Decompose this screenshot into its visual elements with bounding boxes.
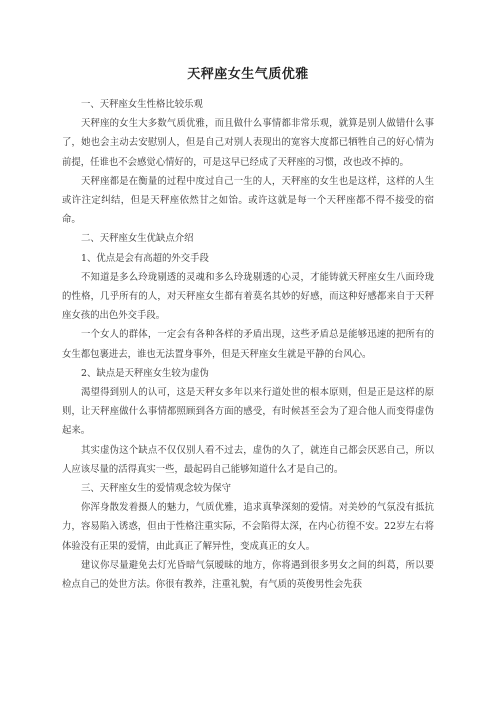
paragraph-4: 一个女人的群体，一定会有各种各样的矛盾出现，这些矛盾总是能够迅速的把所有的女生都包裹进去，谁也无法置身事外，但是天秤座女生就是平静的台风心。: [62, 329, 434, 360]
section-heading-3: 三、天秤座女生的爱情观念较为保守: [81, 483, 232, 495]
subheading-disadvantage: 2、缺点是天秤座女生较为虚伪: [81, 367, 209, 379]
paragraph-7: 你浑身散发着摄人的魅力，气质优雅，追求真挚深刻的爱情。对美妙的气氛没有抵抗力，容易陷入诱惑，但由于性格注重实际，不会陷得太深，在内心彷徨不安。22岁左右将体验没有正果的爱情，由此真正了解异性，变成真正的女人。: [62, 502, 434, 552]
subheading-advantage: 1、优点是会有高超的外交手段: [81, 252, 209, 264]
paragraph-8: 建议你尽量避免去灯光昏暗气氛暧昧的地方，你将遇到很多男女之间的纠葛，所以要检点自己的处世方法。你很有教养，注重礼貌，有气质的英俊男性会先获: [62, 559, 434, 591]
document-title: 天秤座女生气质优雅: [187, 67, 309, 82]
paragraph-1: 天秤座的女生大多数气质优雅，而且做什么事情都非常乐观，就算是别人做错什么事了，她也会主动去安慰别人，但是自己对别人表现出的宽容大度都已牺牲自己的好心情为前提，任谁也不会感觉心情好的，可是这早已经成了天秤座的习惯，改也改不掉的。: [62, 118, 434, 168]
paragraph-3: 不知道是多么玲珑剔透的灵魂和多么玲珑剔透的心灵，才能铸就天秤座女生八面玲珑的性格，几乎所有的人，对天秤座女生都有着莫名其妙的好感，而这种好感都来自于天秤座女孩的出色外交手段。: [62, 271, 434, 322]
section-heading-2: 二、天秤座女生优缺点介绍: [81, 233, 194, 245]
section-heading-1: 一、天秤座女生性格比较乐观: [81, 99, 203, 110]
document-page: [62, 66, 434, 594]
paragraph-2: 天秤座都是在衡量的过程中度过自己一生的人，天秤座的女生也是这样，这样的人生或许注定纠结，但是天秤座依然甘之如饴。或许这就是每一个天秤座都不得不接受的宿命。: [62, 175, 434, 226]
paragraph-6: 其实虚伪这个缺点不仅仅别人看不过去，虚伪的久了，就连自己都会厌恶自己，所以人应该尽量的活得真实一些，最起码自己能够知道什么才是自己的。: [62, 444, 434, 475]
paragraph-5: 渴望得到别人的认可，这是天秤女多年以来行道处世的根本原则，但是正是这样的原则，让天秤座做什么事情都照顾到各方面的感受，有时候甚至会为了迎合他人而变得虚伪起来。: [62, 387, 434, 437]
